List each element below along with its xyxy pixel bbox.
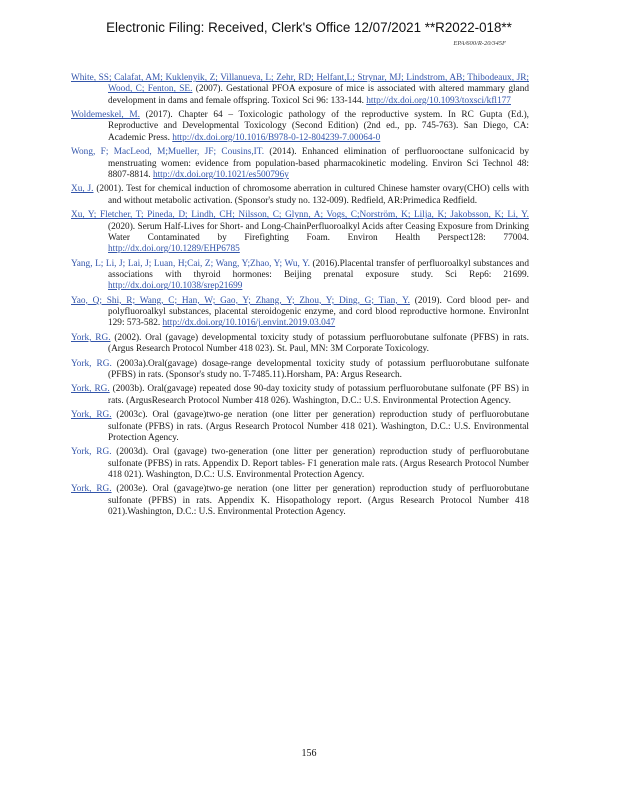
doi-link[interactable]: http://dx.doi.org/10.1016/B978-0-12-804239-7.00064-0	[172, 132, 381, 143]
reference-entry	[71, 410, 529, 444]
reference-entry	[71, 484, 529, 518]
reference-text: (2002). Oral (gavage) developmental toxicity study of potassium perfluorobutane sulfonate (PFBS) in rats.(Argus Research Protocol Number 418 023). St. Paul, MN: 3M Corporate Toxicology.	[108, 332, 529, 355]
reference-entry	[71, 147, 529, 181]
reference-list	[71, 73, 529, 522]
reference-entry	[71, 110, 529, 144]
page-number: 156	[301, 748, 317, 759]
reference-authors[interactable]: York, RG.	[71, 410, 112, 421]
filing-header: Electronic Filing: Received, Clerk's Office 12/07/2021 **R2022-018**	[106, 20, 512, 35]
reference-entry	[71, 384, 529, 407]
reference-entry	[71, 296, 529, 330]
reference-text: (2016).Placental transfer of perfluoroalkyl substances and associations with thyroid hormones: Beijing prenatal exposure study. Sci Rep6: 21699.	[108, 258, 529, 280]
reference-authors: Wong, F; MacLeod, M;Mueller, JF; Cousins,IT.	[71, 147, 265, 158]
reference-authors[interactable]: York, RG.	[71, 332, 111, 343]
reference-entry	[71, 447, 529, 481]
doi-link[interactable]: http://dx.doi.org/10.1289/EHP6785	[108, 244, 240, 255]
reference-authors: Yang, L; Li, J; Lai, J; Luan, H;Cai, Z; Wang, Y;Zhao, Y; Wu, Y.	[71, 258, 310, 269]
reference-entry	[71, 259, 529, 293]
reference-text: (2017). Chapter 64 – Toxicologic pathology of the reproductive system. In RC Gupta (Ed.), Reproductive and Developmental Toxicology (Second Edition) (2nd ed., pp. 745-763). San Diego, CA: Academic Press.	[108, 110, 530, 143]
reference-text: (2003c). Oral (gavage)two-ge neration (one litter per generation) reproduction study of perfluorobutane sulfonate (PFBS) in rats. (Argus Research Protocol Number 418 021). Washington, D.C.: U.S. Environmental Protection Agency.	[108, 410, 529, 443]
reference-authors[interactable]: York, RG.	[71, 484, 112, 495]
reference-text: (2019). Cord blood per- and polyfluoroalkyl substances, placental steroidogenic enzyme, and cord blood reproductive hormone. EnvironInt 129: 573-582.	[108, 295, 529, 329]
reference-text: (2003b). Oral(gavage) repeated dose 90-day toxicity study of potassium perfluorobutane sulfonate (PF BS) in rats. (ArgusResearch Protocol Number 418 026). Washington, D.C.: U.S. Environmental Protection Agency.	[108, 384, 529, 406]
reference-authors[interactable]: Xu, J.	[71, 184, 94, 195]
reference-authors[interactable]: Woldemeskel, M.	[71, 110, 140, 121]
doi-link[interactable]: http://dx.doi.org/10.1038/srep21699	[108, 281, 243, 292]
reference-text: (2003e). Oral (gavage)two-ge neration (one litter per generation) reproduction study of perfluorobutane sulfonate (PFBS) in rats. Appendix K. Hisopathology report. (Argus Research Protocol Number 418 021).Washington, D.C.: U.S. Environmental Protection Agency.	[108, 484, 529, 518]
doi-link[interactable]: http://dx.doi.org/10.1093/toxsci/kfl177	[366, 95, 511, 106]
reference-entry	[71, 73, 529, 107]
reference-authors[interactable]: Yao, Q; Shi, R; Wang, C; Han, W; Gao, Y; Zhang, Y; Zhou, Y; Ding, G; Tian, Y.	[71, 295, 410, 306]
reference-authors[interactable]: York, RG.	[71, 384, 110, 395]
reference-authors: York, RG.	[71, 447, 112, 458]
reference-authors[interactable]: White, SS; Calafat, AM; Kuklenyik, Z; Villanueva, L; Zehr, RD; Helfant,L; Strynar, MJ; Lindstrom, AB; Thibodeaux, JR; Wood, C; Fenton, SE.	[71, 73, 529, 95]
reference-authors[interactable]: Xu, Y; Fletcher, T; Pineda, D; Lindh, CH; Nilsson, C; Glynn, A; Vogs, C;Norström, K; Lilja, K; Jakobsson, K; Li, Y.	[71, 210, 529, 221]
reference-entry	[71, 210, 529, 255]
docket-number: EPA/600/R-20/345F	[453, 40, 506, 47]
reference-text: (2014). Enhanced elimination of perfluorooctane sulfonicacid by menstruating women: evidence from population-based pharmacokinetic modeling. Environ Sci Technol 48: 8807-8814.	[108, 147, 529, 180]
reference-text: (2003d). Oral (gavage) two-generation (one litter per generation) reproduction study of perfluorobutane sulfonate (PFBS) in rats. Appendix D. Report tables- F1 generation male rats. (Argus Research Protocol Number 418 021). Washington, D.C.: U.S. Environmental Protection Agency.	[108, 447, 529, 481]
reference-text: (2007). Gestational PFOA exposure of mice is associated with altered mammary gland development in dams and female offspring. Toxicol Sci 96: 133-144.	[108, 84, 529, 106]
doi-link[interactable]: http://dx.doi.org/10.1021/es500796y	[152, 169, 289, 180]
reference-authors: York, RG.	[71, 358, 112, 369]
reference-text: (2001). Test for chemical induction of chromosome aberration in cultured Chinese hamster ovary(CHO) cells with and without metabolic activation. (Sponsor's study no. 132-009). Redfield, AR:Primedica Redfield.	[93, 184, 530, 206]
reference-entry	[71, 333, 529, 356]
reference-entry	[71, 184, 529, 207]
reference-text: (2020). Serum Half-Lives for Short- and Long-ChainPerfluoroalkyl Acids after Ceasing Exposure from Drinking Water Contaminated by Firefighting Foam. Environ Health Perspect128: 77004.	[108, 221, 529, 243]
reference-text: (2003a).Oral(gavage) dosage-range developmental toxicity study of potassium perfluorobutane sulfonate (PFBS) in rats. (Sponsor's study no. T-7485.11).Horsham, PA: Argus Research.	[108, 358, 529, 380]
doi-link[interactable]: http://dx.doi.org/10.1016/j.envint.2019.03.047	[162, 318, 336, 329]
reference-entry	[71, 359, 529, 382]
